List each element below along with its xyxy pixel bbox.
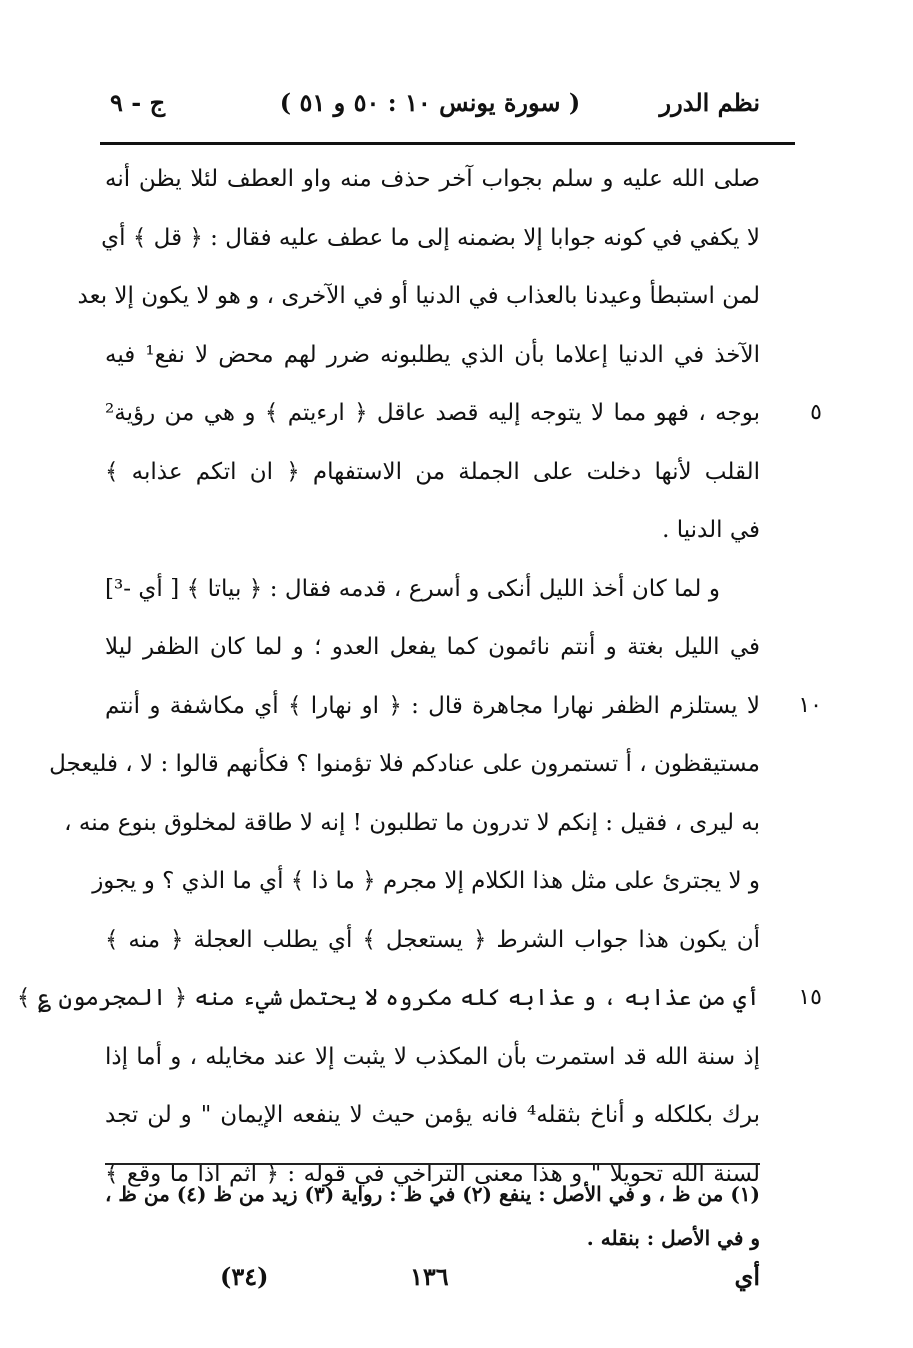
text-line <box>49 735 760 794</box>
text-line <box>101 209 760 268</box>
text-line <box>105 150 760 209</box>
text-line <box>105 443 760 502</box>
signature-mark: (٣٤) <box>220 1262 269 1291</box>
line-text: لمن استبطأ وعيدنا بالعذاب في الدنيا أو في الآخرى ، و هو لا يكون إلا بعد <box>77 283 760 309</box>
footnote-rule <box>105 1163 760 1165</box>
volume-number: ج - ٩ <box>110 88 166 117</box>
catchword: أي <box>734 1262 760 1291</box>
footnotes <box>105 1172 760 1260</box>
body-text <box>16 150 822 1203</box>
line-text: لسنة الله تحويلا " و هذا معنى التراخي في قوله : ﴿ اثم اذا ما وقع ﴾ <box>105 1160 760 1187</box>
line-number: ١٥ <box>798 985 822 1010</box>
line-text: لا يستلزم الظفر نهارا مجاهرة قال : ﴿ او نهارا ﴾ أي مكاشفة و أنتم <box>105 692 760 719</box>
text-line <box>105 911 760 970</box>
line-text: مستيقظون ، أ تستمرون على عنادكم فلا تؤمنوا ؟ فكأنهم قالوا : لا ، فليعجل <box>49 751 760 777</box>
line-number: ١٠ <box>798 692 822 718</box>
line-text: لا يكفي في كونه جوابا إلا بضمنه إلى ما عطف عليه فقال : ﴿ قل ﴾ أي <box>101 224 760 251</box>
text-line <box>16 969 822 1028</box>
line-text: في الدنيا . <box>662 517 760 543</box>
text-line <box>105 1086 760 1145</box>
line-text: الآخذ في الدنيا إعلاما بأن الذي يطلبونه ضرر لهم محض لا نفع¹ فيه <box>105 341 761 368</box>
line-text: و لما كان أخذ الليل أنكى و أسرع ، قدمه فقال : ﴿ بياتا ﴾ [ أي -³] <box>105 575 720 602</box>
footnote-line: (١) من ظ ، و في الأصل : ينفع (٢) في ظ : رواية (٣) زيد من ظ (٤) من ظ ، <box>105 1182 761 1206</box>
text-line <box>77 267 760 326</box>
line-text: برك بكلكله و أناخ بثقله⁴ فانه يؤمن حيث لا ينفعه الإيمان " و لن تجد <box>105 1102 760 1128</box>
surah-reference: ( سورة يونس ١٠ : ٥٠ و ٥١ ) <box>279 88 581 117</box>
text-line <box>92 852 760 911</box>
text-line <box>105 384 822 443</box>
text-line <box>105 326 760 385</box>
text-line <box>105 501 760 560</box>
line-text: أن يكون هذا جواب الشرط ﴿ يستعجل ﴾ أي يطلب العجلة ﴿ منه ﴾ <box>105 926 760 953</box>
text-line <box>105 677 822 736</box>
page-footer <box>100 1262 760 1302</box>
header-rule <box>100 142 795 145</box>
line-text: صلى الله عليه و سلم بجواب آخر حذف منه واو العطف لئلا يظن أنه <box>105 166 760 192</box>
line-number: ٥ <box>810 400 822 425</box>
footnote-line: و في الأصل : بنقله . <box>586 1226 760 1250</box>
line-text: إذ سنة الله قد استمرت بأن المكذب لا يثبت إلا عند مخايله ، و أما إذا <box>105 1043 760 1070</box>
line-text: و لا يجترئ على مثل هذا الكلام إلا مجرم ﴿ ما ذا ﴾ أي ما الذي ؟ و يجوز <box>92 868 760 894</box>
book-title: نظم الدرر <box>659 88 760 117</box>
line-text: بوجه ، فهو مما لا يتوجه إليه قصد عاقل ﴿ ارءيتم ﴾ و هي من رؤية² <box>105 400 760 426</box>
line-text: القلب لأنها دخلت على الجملة من الاستفهام ﴿ ان اتكم عذابه ﴾ <box>105 458 760 485</box>
text-line <box>105 618 760 677</box>
page-header <box>100 88 760 128</box>
text-line <box>64 794 760 853</box>
line-text: أي من عذابه ، و عذابه كله مكروه لا يحتمل شيء منه ﴿ المجرمون ؏ ﴾ <box>16 985 760 1011</box>
line-text: به ليرى ، فقيل : إنكم لا تدرون ما تطلبون ! إنه لا طاقة لمخلوق بنوع منه ، <box>64 809 760 836</box>
line-text: في الليل بغتة و أنتم نائمون كما يفعل العدو ؛ و لما كان الظفر ليلا <box>105 634 760 660</box>
text-line <box>105 1028 760 1087</box>
page-number: ١٣٦ <box>410 1262 449 1291</box>
text-line <box>105 560 760 619</box>
